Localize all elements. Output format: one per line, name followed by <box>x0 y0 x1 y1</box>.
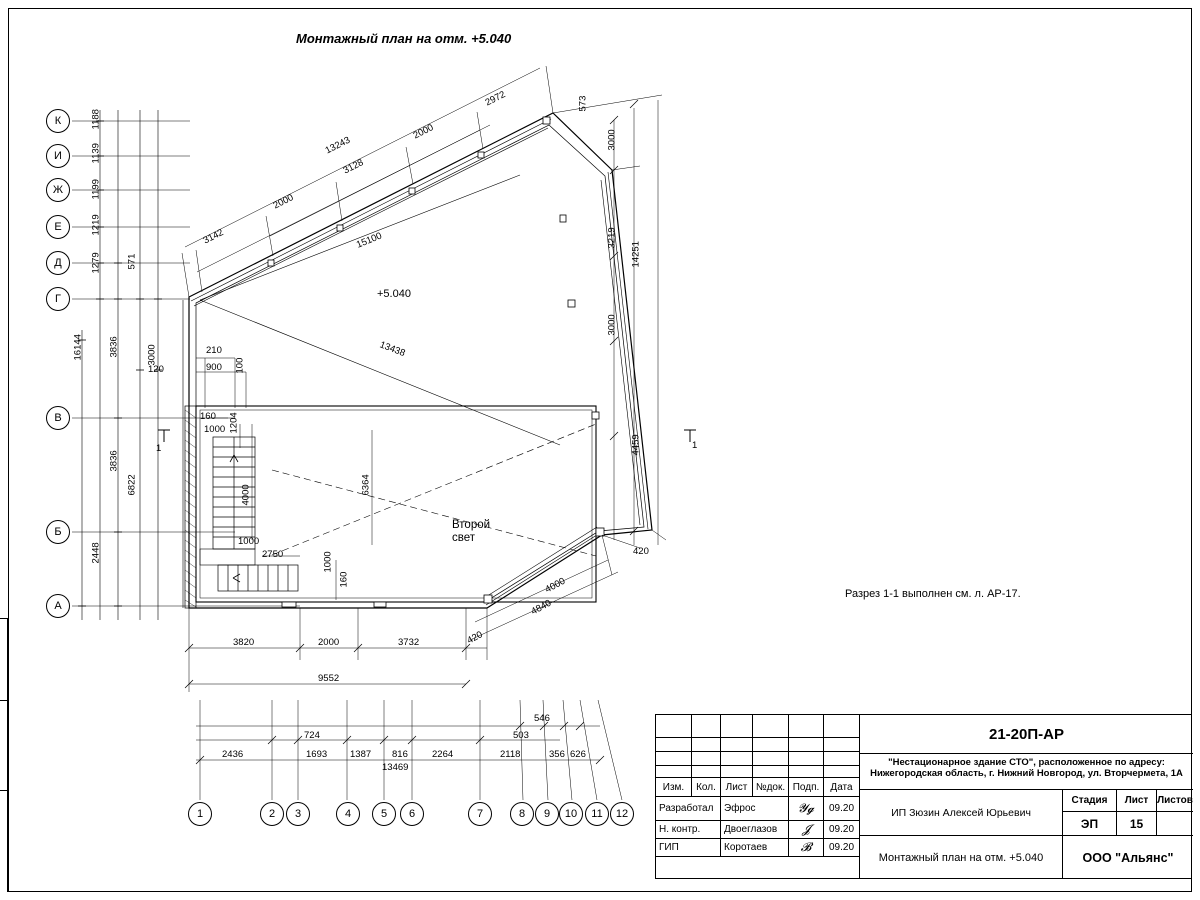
revision-grid-divider <box>788 715 789 777</box>
axis-bubble-v[interactable]: В <box>46 406 70 430</box>
col-header-ndok: №док. <box>752 777 788 796</box>
dimension-label: 4459 <box>630 434 642 456</box>
dimension-label-total: 14251 <box>630 241 642 268</box>
dimension-label-diagonal: 15100 <box>354 230 384 251</box>
revision-grid-divider <box>720 715 721 777</box>
axis-bubble-5[interactable]: 5 <box>372 802 396 826</box>
dimension-label: 1000 <box>204 424 226 435</box>
company-name: ООО "Альянс" <box>1062 835 1193 879</box>
dimension-label-total: 9552 <box>318 673 340 684</box>
axis-bubble-10[interactable]: 10 <box>559 802 583 826</box>
axis-bubble-9[interactable]: 9 <box>535 802 559 826</box>
axis-bubble-4[interactable]: 4 <box>336 802 360 826</box>
role-label: ГИП <box>656 838 720 856</box>
dimension-label: 573 <box>577 95 589 112</box>
axis-bubble-k[interactable]: К <box>46 109 70 133</box>
dimension-label: 1139 <box>90 143 102 164</box>
col-header-list: Лист <box>720 777 752 796</box>
dimension-label: 3000 <box>606 129 618 151</box>
role-label: Разработал <box>656 796 720 820</box>
axis-bubble-2[interactable]: 2 <box>260 802 284 826</box>
axis-bubble-zh[interactable]: Ж <box>46 178 70 202</box>
dimension-label: 3836 <box>108 450 120 472</box>
dimension-label: 4000 <box>240 484 252 506</box>
room-label-line1: Второй <box>452 519 491 531</box>
role-name: Эфрос <box>720 796 788 820</box>
object-description <box>859 753 1193 789</box>
stage-header: Стадия <box>1062 789 1116 811</box>
axis-bubble-g[interactable]: Г <box>46 287 70 311</box>
dimension-label: 2750 <box>262 549 284 560</box>
axis-bubble-12[interactable]: 12 <box>610 802 634 826</box>
axis-bubble-3[interactable]: 3 <box>286 802 310 826</box>
axis-bubble-7[interactable]: 7 <box>468 802 492 826</box>
dimension-label: 100 <box>234 357 246 374</box>
dimension-label: 120 <box>148 364 164 375</box>
axis-bubble-d[interactable]: Д <box>46 251 70 275</box>
revision-grid-divider <box>691 715 692 777</box>
sheets-value <box>1156 811 1193 835</box>
dimension-label: 3128 <box>341 157 366 177</box>
room-label-second-light <box>452 519 490 545</box>
revision-grid-cell <box>656 765 859 777</box>
dimension-label: 2000 <box>318 637 340 648</box>
axis-bubble-11[interactable]: 11 <box>585 802 609 826</box>
sheet-header: Лист <box>1116 789 1156 811</box>
dimension-label: 2000 <box>271 192 296 212</box>
dimension-label: 210 <box>206 345 222 356</box>
room-label-line2: свет <box>452 532 476 544</box>
col-header-kol: Кол. <box>691 777 720 796</box>
sheet-value: 15 <box>1116 811 1156 835</box>
dimension-label: 2972 <box>483 89 508 109</box>
blank-row <box>656 856 859 879</box>
object-line-1: "Нестационарное здание СТО", расположенное по адресу: <box>888 757 1165 768</box>
dimension-label: 2000 <box>411 122 436 142</box>
dimension-label: 6364 <box>360 474 372 496</box>
dimension-label: 160 <box>200 411 216 422</box>
dimension-label: 3142 <box>201 227 226 247</box>
dimension-label: 420 <box>465 629 485 647</box>
axis-bubble-1[interactable]: 1 <box>188 802 212 826</box>
dimension-label: 1188 <box>90 109 102 130</box>
col-header-izm: Изм. <box>656 777 691 796</box>
document-code: 21-20П-АР <box>859 715 1193 753</box>
dimension-label: 1199 <box>90 179 102 200</box>
dimension-label: 2118 <box>500 749 521 760</box>
dimension-label: 1279 <box>90 252 102 274</box>
dimension-label-total: 13469 <box>382 762 409 773</box>
role-name: Двоеглазов <box>720 820 788 838</box>
title-block <box>655 714 1192 879</box>
axis-bubble-b[interactable]: Б <box>46 520 70 544</box>
dimension-label: 3000 <box>146 344 158 366</box>
dimension-label: 3820 <box>233 637 255 648</box>
dimension-label: 356 <box>549 749 565 760</box>
dimension-label: 724 <box>304 730 320 741</box>
dimension-label: 3732 <box>398 637 420 648</box>
col-header-data: Дата <box>823 777 859 796</box>
level-marker: +5.040 <box>377 288 411 300</box>
page-title: Монтажный план на отм. +5.040 <box>296 31 512 46</box>
dimension-label: 3000 <box>606 314 618 336</box>
dimension-label: 626 <box>570 749 586 760</box>
sheet-title: Монтажный план на отм. +5.040 <box>859 835 1062 879</box>
dimension-label-total: 16144 <box>72 334 84 361</box>
dimension-label: 1219 <box>90 214 102 236</box>
revision-grid-cell <box>656 751 859 765</box>
signature: 𝓑 <box>788 838 823 856</box>
signature: 𝓨𝓰 <box>788 796 823 820</box>
dimension-label-total: 13243 <box>323 134 353 157</box>
axis-bubble-8[interactable]: 8 <box>510 802 534 826</box>
sign-date: 09.20 <box>823 796 859 820</box>
section-mark-left-label: 1 <box>156 443 162 454</box>
dimension-label-total: 4840 <box>529 597 554 618</box>
dimension-label: 900 <box>206 362 222 373</box>
axis-bubble-i[interactable]: И <box>46 144 70 168</box>
dimension-label: 546 <box>534 713 550 724</box>
dimension-label: 2448 <box>90 542 102 564</box>
sign-date: 09.20 <box>823 838 859 856</box>
dimension-label: 1204 <box>228 412 240 434</box>
dimension-label: 2264 <box>432 749 454 760</box>
role-name: Коротаев <box>720 838 788 856</box>
dimension-label: 571 <box>126 253 138 270</box>
section-mark-right-label: 1 <box>692 440 698 451</box>
role-label: Н. контр. <box>656 820 720 838</box>
dimension-label: 3219 <box>606 227 618 249</box>
section-note: Разрез 1-1 выполнен см. л. АР-17. <box>845 588 1021 600</box>
revision-grid-cell <box>656 715 859 737</box>
revision-grid-divider <box>823 715 824 777</box>
dimension-label-diagonal: 13438 <box>378 339 407 360</box>
revision-grid-cell <box>656 737 859 751</box>
dimension-label: 1000 <box>238 536 260 547</box>
dimension-label: 420 <box>633 546 649 557</box>
axis-bubble-6[interactable]: 6 <box>400 802 424 826</box>
dimension-label-total: 6822 <box>126 474 138 496</box>
col-header-podp: Подп. <box>788 777 823 796</box>
dimension-label: 816 <box>392 749 408 760</box>
dimension-label: 2436 <box>222 749 244 760</box>
sign-date: 09.20 <box>823 820 859 838</box>
signature: 𝓙 <box>788 820 823 838</box>
dimension-label: 4000 <box>543 575 568 596</box>
dimension-label: 1387 <box>350 749 372 760</box>
stage-value: ЭП <box>1062 811 1116 835</box>
object-line-2: Нижегородская область, г. Нижний Новгород, ул. Вторчермета, 1А <box>870 768 1183 779</box>
dimension-label: 1000 <box>322 551 334 573</box>
sheets-header: Листов <box>1156 789 1193 811</box>
dimension-label: 3836 <box>108 336 120 358</box>
revision-grid-divider <box>752 715 753 777</box>
dimension-label: 503 <box>513 730 529 741</box>
customer-name: ИП Зюзин Алексей Юрьевич <box>859 789 1062 835</box>
axis-bubble-a[interactable]: А <box>46 594 70 618</box>
dimension-label: 1693 <box>306 749 328 760</box>
axis-bubble-e[interactable]: Е <box>46 215 70 239</box>
dimension-label: 160 <box>338 571 350 588</box>
